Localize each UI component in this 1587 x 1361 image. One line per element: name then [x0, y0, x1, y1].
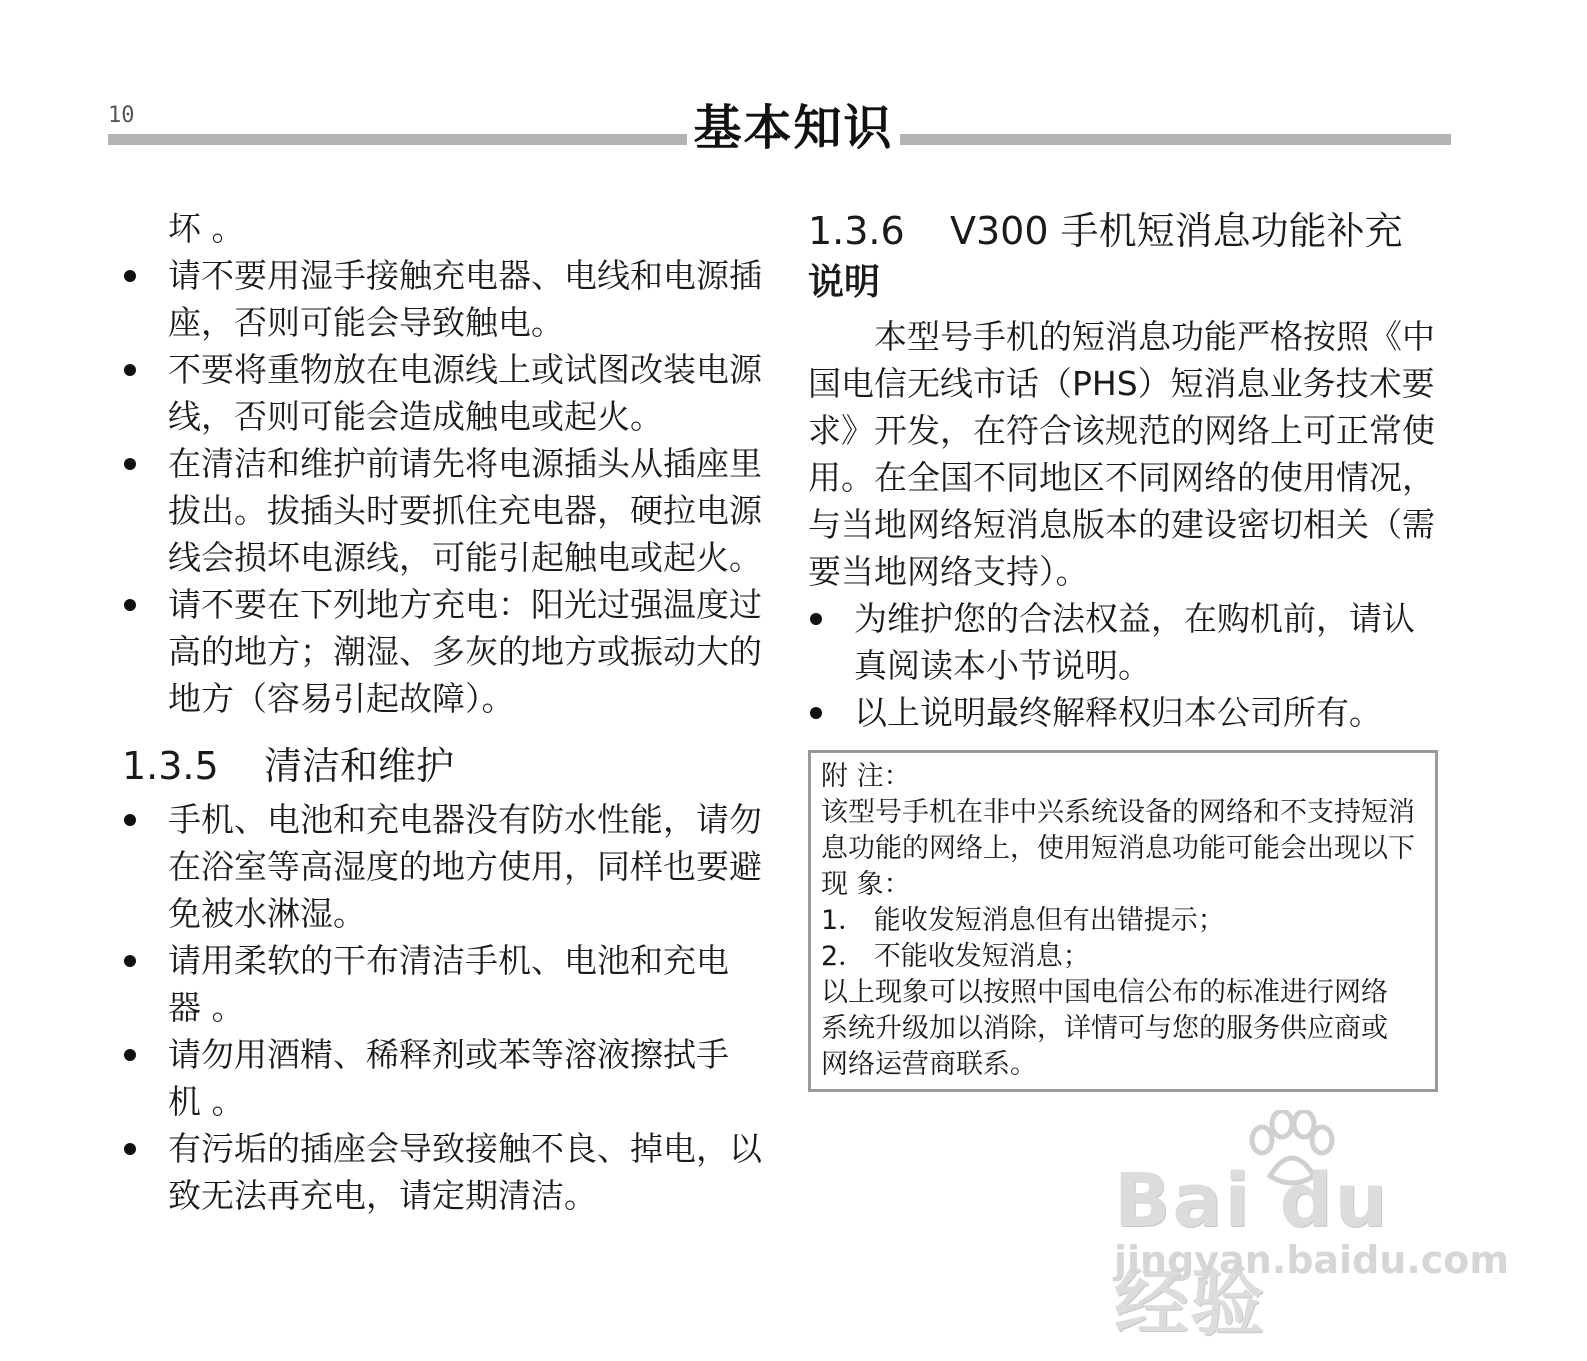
bullet-line: 手机、电池和充电器没有防水性能，请勿	[168, 800, 762, 839]
bullet-item	[122, 440, 762, 581]
notice-bullet-list	[808, 595, 1440, 736]
note-line: 息功能的网络上，使用短消息功能可能会出现以下	[821, 833, 1415, 864]
bullet-item	[808, 689, 1440, 736]
section-heading-1-3-6	[808, 205, 1440, 257]
page-number: 10	[108, 103, 135, 128]
bullet-line: 有污垢的插座会导致接触不良、掉电，以	[168, 1129, 762, 1168]
section-number: 1.3.5	[122, 744, 219, 788]
watermark-logo-text: Bai du 经验	[1114, 1158, 1390, 1346]
note-line: 网络运营商联系。	[821, 1049, 1037, 1080]
bullet-item	[122, 937, 762, 1031]
bullet-line: 在清洁和维护前请先将电源插头从插座里	[168, 444, 762, 483]
bullet-line: 请用柔软的干布清洁手机、电池和充电	[168, 941, 729, 980]
note-line: 2． 不能收发短消息；	[821, 941, 1090, 972]
page-title-text: 基本知识	[687, 100, 899, 156]
bullet-line: 线，否则可能会造成触电或起火。	[168, 397, 663, 436]
bullet-dot-icon	[810, 707, 822, 719]
bullet-item	[122, 346, 762, 440]
bullet-item	[122, 1031, 762, 1125]
bullet-line: 高的地方；潮湿、多灰的地方或振动大的	[168, 632, 762, 671]
note-line: 以上现象可以按照中国电信公布的标准进行网络	[821, 977, 1388, 1008]
paragraph-line: 国电信无线市话（PHS）短消息业务技术要	[808, 364, 1435, 403]
paragraph-line: 要当地网络支持）。	[808, 552, 1089, 591]
bullet-line: 请勿用酒精、稀释剂或苯等溶液擦拭手	[168, 1035, 729, 1074]
bullet-dot-icon	[124, 364, 136, 376]
paragraph-line: 与当地网络短消息版本的建设密切相关（需	[808, 505, 1435, 544]
bullet-line: 请不要在下列地方充电：阳光过强温度过	[168, 585, 762, 624]
bullet-dot-icon	[124, 955, 136, 967]
safety-bullet-list	[122, 252, 762, 722]
bullet-line: 免被水淋湿。	[168, 894, 366, 933]
bullet-line: 不要将重物放在电源线上或试图改装电源	[168, 350, 762, 389]
bullet-dot-icon	[124, 599, 136, 611]
note-line: 该型号手机在非中兴系统设备的网络和不支持短消	[821, 797, 1415, 828]
note-lines	[821, 795, 1425, 1083]
section-title-line1: V300 手机短消息功能补充	[950, 209, 1403, 253]
section-number: 1.3.6	[808, 209, 905, 253]
bullet-line: 以上说明最终解释权归本公司所有。	[854, 693, 1382, 732]
page-title	[0, 98, 1587, 158]
paragraph-line: 求》开发，在符合该规范的网络上可正常使	[808, 411, 1435, 450]
note-line: 系统升级加以消除，详情可与您的服务供应商或	[821, 1013, 1388, 1044]
intro-line: 坏 。	[168, 209, 245, 248]
note-line: 1． 能收发短消息但有出错提示；	[821, 905, 1225, 936]
bullet-line: 请不要用湿手接触充电器、电线和电源插	[168, 256, 762, 295]
section-title: 清洁和维护	[264, 744, 455, 788]
bullet-item	[808, 595, 1440, 689]
watermark-url: jingyan.baidu.com	[1114, 1238, 1509, 1282]
bullet-line: 真阅读本小节说明。	[854, 646, 1151, 685]
bullet-line: 在浴室等高湿度的地方使用，同样也要避	[168, 847, 762, 886]
bullet-dot-icon	[124, 1143, 136, 1155]
section-title-line2: 说明	[808, 262, 881, 303]
paragraph-line: 本型号手机的短消息功能严格按照《中	[874, 317, 1435, 356]
cleaning-bullet-list	[122, 796, 762, 1219]
note-line: 现 象：	[821, 869, 911, 900]
bullet-line: 座，否则可能会导致触电。	[168, 303, 564, 342]
paragraph-line: 用。在全国不同地区不同网络的使用情况，	[808, 458, 1435, 497]
bullet-line: 器 。	[168, 988, 245, 1027]
bullet-dot-icon	[124, 1049, 136, 1061]
bullet-line: 线会损坏电源线，可能引起触电或起火。	[168, 538, 762, 577]
bullet-dot-icon	[124, 270, 136, 282]
note-box	[808, 750, 1438, 1092]
bullet-line: 机 。	[168, 1082, 245, 1121]
section-heading-1-3-5	[122, 740, 762, 792]
description-paragraph	[808, 313, 1440, 595]
bullet-line: 为维护您的合法权益，在购机前，请认	[854, 599, 1415, 638]
note-title: 附 注：	[821, 761, 911, 792]
baidu-jingyan-watermark	[1110, 1110, 1509, 1346]
bullet-dot-icon	[810, 613, 822, 625]
bullet-dot-icon	[124, 814, 136, 826]
bullet-line: 致无法再充电，请定期清洁。	[168, 1176, 597, 1215]
left-column	[122, 205, 762, 1219]
bullet-item	[122, 796, 762, 937]
bullet-dot-icon	[124, 458, 136, 470]
bullet-item	[122, 1125, 762, 1219]
bullet-line: 地方（容易引起故障）。	[168, 679, 515, 718]
right-column	[808, 205, 1440, 1092]
bullet-line: 拔出。拔插头时要抓住充电器，硬拉电源	[168, 491, 762, 530]
bullet-item	[122, 581, 762, 722]
bullet-item	[122, 252, 762, 346]
